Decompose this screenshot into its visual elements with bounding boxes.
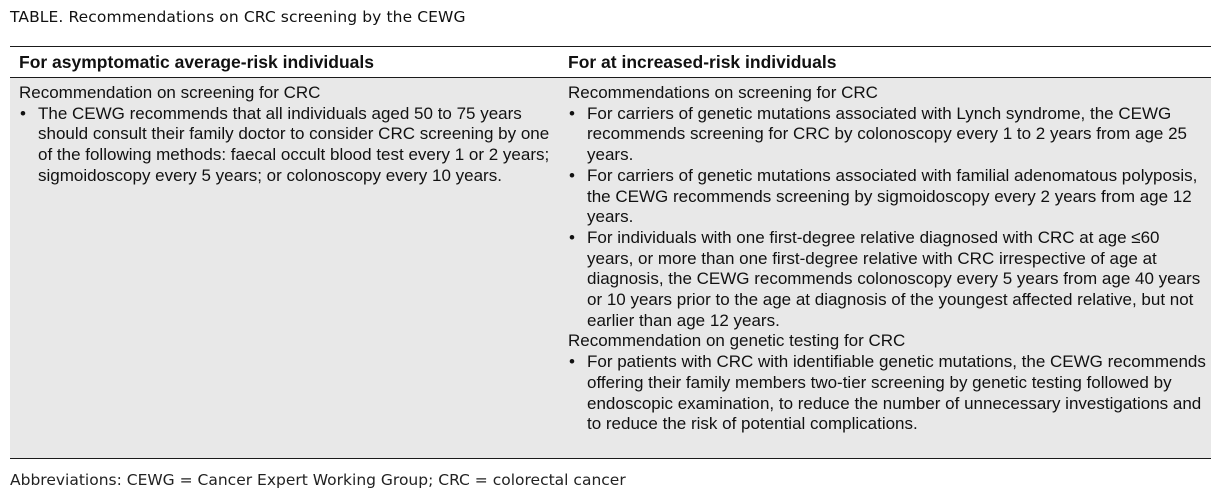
table-bottom-rule xyxy=(10,458,1211,459)
col2-screening-list xyxy=(568,104,1208,332)
header-average-risk: For asymptomatic average-risk individuals xyxy=(19,52,374,72)
table-body-row xyxy=(10,78,1211,458)
table-caption xyxy=(10,8,466,26)
header-increased-risk: For at increased-risk individuals xyxy=(568,52,837,72)
cell-average-risk xyxy=(19,83,564,187)
abbreviations-footnote: Abbreviations: CEWG = Cancer Expert Working Group; CRC = colorectal cancer xyxy=(10,471,626,489)
cell-increased-risk xyxy=(568,83,1208,435)
col2-heading-screening: Recommendations on screening for CRC xyxy=(568,83,878,102)
col2-genetic-list xyxy=(568,352,1208,435)
col1-heading: Recommendation on screening for CRC xyxy=(19,83,321,102)
recommendations-table xyxy=(10,46,1211,459)
col1-bullet-list xyxy=(19,104,564,187)
col2-heading-genetic: Recommendation on genetic testing for CRC xyxy=(568,331,906,351)
col2-bullet-fap: • For carriers of genetic mutations associated with familial adenomatous polyposis, the CEWG recommends screening by sigmoidoscopy every 2 years from age 12 years. xyxy=(568,166,1208,228)
col1-bullet: • The CEWG recommends that all individuals aged 50 to 75 years should consult their family doctor to consider CRC screening by one of the following methods: faecal occult blood test every 1 or 2 years; sigmoidoscopy every 5 years; or colonoscopy every 10 years. xyxy=(19,104,564,187)
table-header-row xyxy=(10,47,1211,77)
col2-bullet-lynch: • For carriers of genetic mutations associated with Lynch syndrome, the CEWG recommends screening for CRC by colonoscopy every 1 to 2 years from age 25 years. xyxy=(568,104,1208,166)
col2-bullet-genetic: • For patients with CRC with identifiable genetic mutations, the CEWG recommends offering their family members two-tier screening by genetic testing followed by endoscopic examination, to reduce the number of unnecessary investigations and to reduce the risk of potential complications. xyxy=(568,352,1208,435)
caption-title: Recommendations on CRC screening by the CEWG xyxy=(68,8,466,26)
col2-bullet-first-degree: • For individuals with one first-degree relative diagnosed with CRC at age ≤60 years, or more than one first-degree relative with CRC irrespective of age at diagnosis, the CEWG recommends colonoscopy every 5 years from age 40 years or 10 years prior to the age at diagnosis of the youngest affected relative, but not earlier than age 12 years. xyxy=(568,228,1208,332)
caption-label: TABLE. xyxy=(10,8,64,26)
